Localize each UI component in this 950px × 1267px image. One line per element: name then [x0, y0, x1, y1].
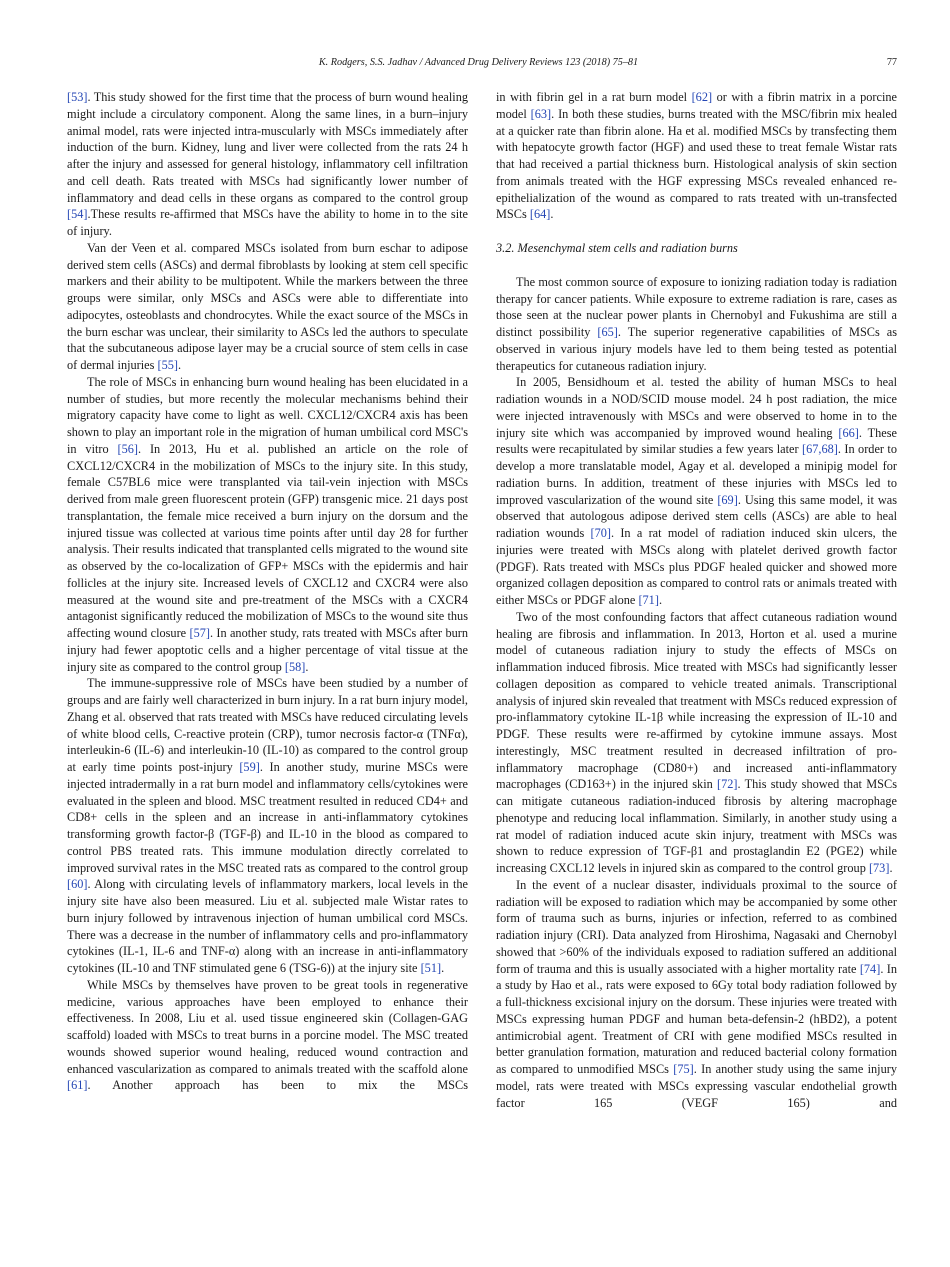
citation-link[interactable]: [54] [67, 207, 88, 222]
citation-link[interactable]: [74] [859, 961, 881, 976]
paragraph [496, 374, 897, 609]
right-intro-paragraphs [496, 89, 897, 223]
body-text: . [658, 593, 663, 607]
body-text: . This study showed for the first time that the process of burn wound healing might include a circulatory component. Along the same lines, in a burn–injury animal model, rats were injected intra-muscularly with MSCs immediately after induction of the burn. Kidney, lung and liver were collected from the rats 24 h after the injury and assessed for general histology, inflammatory cell infiltration and cell death. Rats treated with MSCs had significantly lower number of inflammatory and dead cells in these organs as compared to the control group [67, 90, 468, 205]
citation-link[interactable]: [72] [717, 777, 738, 792]
citation-link[interactable]: [60] [67, 877, 88, 892]
body-text: . [550, 207, 554, 222]
paragraph [496, 609, 897, 877]
citation-link[interactable]: [63] [530, 106, 552, 121]
running-head [60, 57, 897, 73]
body-text: . In a study by Hao et al., rats were exposed to 6Gy total body radiation followed by a full-thickness excisional injury on the dorsum. These injuries were treated with MSCs expressing human PDGF and human beta-defensin-2 (hBD2), a potent antimicrobial agent. Treatment of CRI with gene modified MSCs resulted in better granulation formation, maturation and reduced bacterial colony formation as compared to unmodified MSCs [496, 961, 897, 1076]
citation-link[interactable]: [73] [868, 861, 890, 875]
citation-link[interactable]: [57] [189, 626, 210, 640]
body-text: In 2005, Bensidhoum et al. tested the ability of human MSCs to heal radiation wounds in a NOD/SCID mouse model. 24 h post radiation, the mice were injected intravenously with MSCs and were observed to home in to the injury site which was accompanied by improved wound healing [496, 375, 897, 440]
body-text: . Using this same model, it was observed that autologous adipose derived stem cells (ASCs) are able to heal radiation wounds [496, 492, 897, 540]
citation-link[interactable]: [59] [239, 760, 260, 774]
citation-link[interactable]: [58] [284, 659, 306, 674]
citation-link[interactable]: [75] [673, 1062, 694, 1076]
paragraph [67, 374, 468, 676]
body-text: In the event of a nuclear disaster, individuals proximal to the source of radiation will be exposed to radiation which may be accompanied by some other form of trauma such as burns, injuries or infection, referred to as combined radiation injury (CRI). Data analyzed from Hiroshima, Nagasaki and Chernobyl showed that >60% of the individuals exposed to radiation suffered an additional form of trauma and this is usually associated with a higher mortality rate [496, 877, 897, 976]
body-text: in with fibrin gel in a rat burn model [496, 90, 692, 104]
body-text: .These results re-affirmed that MSCs have the ability to home in to the site of injury. [67, 207, 468, 238]
left-paragraphs [67, 89, 468, 1094]
body-text: . [178, 358, 182, 372]
left-column [67, 89, 468, 1094]
body-text: . [305, 659, 309, 674]
body-text: . In a rat model of radiation induced skin ulcers, the injuries were treated with MSCs along with platelet derived growth factor (PDGF). Rats treated with MSCs plus PDGF healed quicker and showed more organized collagen deposition as compared to control rats or animals treated with either MSCs or PDGF alone [496, 526, 897, 607]
body-text: . [889, 861, 893, 875]
body-text: Van der Veen et al. compared MSCs isolated from burn eschar to adipose derived stem cells (ASCs) and dermal fibroblasts by looking at stem cell specific markers and their ability to be multipotent. While the markers between the three groups were similar, only MSCs and ASCs were able to differentiate into adipocytes, osteoblasts and chondrocytes. While the exact source of the MSCs in the burn eschar was unclear, their similarity to ASCs led the authors to speculate that the subcutaneous adipose layer may be a crucial source of stem cells in case of dermal injuries [67, 240, 468, 372]
citation-link[interactable]: [66] [838, 425, 859, 440]
body-text: . In another study, rats treated with MSCs after burn injury had fewer apoptotic cells and a higher percentage of vital tissue at the injury site as compared to the control group [67, 626, 468, 674]
paragraph [67, 240, 468, 374]
citation-link[interactable]: [67,68] [802, 442, 838, 457]
right-paragraphs [496, 274, 897, 1112]
page-number: 77 [886, 57, 897, 68]
body-text: . In another study using the same injury model, rats were treated with MSCs expressing vascular endothelial growth factor 165 (VEGF 165) and [496, 1062, 897, 1110]
body-text: . In order to develop a more translatable model, Agay et al. developed a minipig model for radiation burns. In addition, treatment of these injuries with MSCs led to improved vascularization of the wound site [496, 442, 897, 507]
paragraph [496, 274, 897, 375]
citation-link[interactable]: [64] [529, 207, 551, 222]
body-text: The most common source of exposure to ionizing radiation today is radiation therapy for cancer patients. While exposure to extreme radiation is rare, cases as those seen at the nuclear power plants in Chernobyl and Fukushima are still a distinct possibility [496, 274, 897, 339]
body-text: . These results were recapitulated by similar studies a few years later [496, 425, 897, 457]
body-text: Two of the most confounding factors that affect cutaneous radiation wound healing are fibrosis and inflammation. In 2013, Horton et al. used a murine model of cutaneous radiation injury to study the effects of MSCs on inflammation induced fibrosis. Mice treated with MSCs had significantly lesser collagen deposition as compared to vehicle treated animals. Transcriptional analysis of injured skin revealed that treatment with MSCs reduced expression of pro-inflammatory cytokine IL-1β while increasing the expression of IL-10 and PDGF. These results were re-affirmed by cytokine immune assays. Most interestingly, MSC treatment resulted in decreased infiltration of pro-inflammatory macrophage (CD80+) and increased anti-inflammatory macrophages (CD163+) in the injured skin [496, 609, 897, 792]
paragraph [496, 877, 897, 1112]
citation-link[interactable]: [62] [691, 90, 713, 104]
body-text: . In 2013, Hu et al. published an article on the role of CXCL12/CXCR4 in the mobilization of MSCs to the injury site. In this study, female C57BL6 mice were transplanted via tail-vein injection with MSCs derived from male green fluorescent protein (GFP) transgenic mice. 21 days post transplantation, the female mice received a burn injury on the dorsum and the injured tissue was collected at various time points after until day 28 for further analysis. Their results indicated that transplanted cells migrated to the wound site as observed by the co-localization of GFP+ MSCs with the epidermis and hair follicles at the injury site. Increased levels of CXCL12 and CXCR4 were also measured at the wound site and pre-treatment of the MSCs with a CXCR4 antagonist significantly reduced the mobilization of MSCs to the wound site thus affecting wound closure [67, 441, 468, 640]
citation-link[interactable]: [53] [67, 90, 88, 104]
body-text: . [441, 961, 445, 975]
citation-link[interactable]: [65] [597, 325, 618, 339]
citation-link[interactable]: [70] [590, 526, 611, 540]
body-text: While MSCs by themselves have proven to be great tools in regenerative medicine, various approaches have been employed to enhance their effectiveness. In 2008, Liu et al. used tissue engineered skin (Collagen-GAG scaffold) loaded with MSCs to treat burns in a porcine model. The MSC treated wounds showed superior wound healing, reduced wound contraction and enhanced vascularization as compared to animals treated with the scaffold alone [67, 977, 468, 1076]
body-text: The role of MSCs in enhancing burn wound healing has been elucidated in a number of studies, but more recently the molecular mechanisms behind their migratory capacity have come to light as well. CXCL12/CXCR4 axis has been shown to play an important role in the migration of human umbilical cord MSC's in vitro [67, 374, 468, 456]
citation-link[interactable]: [61] [67, 1078, 88, 1093]
body-text: . Another approach has been to mix the MSCs [87, 1078, 468, 1093]
citation-link[interactable]: [69] [717, 492, 738, 507]
body-text: . In both these studies, burns treated with the MSC/fibrin mix healed at a quicker rate than fibrin alone. Ha et al. modified MSCs by transfecting them with hepatocyte growth factor (HGF) and used these to treat female Wistar rats that had received a partial thickness burn. Histological analysis of skin section from animals treated with the HGF expressing MSCs revealed enhanced re-epithelialization of the wound as compared to rats treated with un-transfected MSCs [496, 106, 898, 222]
paragraph [496, 89, 897, 223]
paragraph [67, 675, 468, 977]
body-text: . Along with circulating levels of inflammatory markers, local levels in the injury site have also been measured. Liu et al. subjected male Wistar rates to burn injury followed by intravenous injection of human umbilical cord MSCs. There was a decrease in the number of inflammatory cells and pro-inflammatory cytokines (IL-1, IL-6 and TNF-α) along with an increase in anti-inflammatory cytokines (IL-10 and TNF stimulated gene 6 (TSG-6)) at the injury site [67, 877, 468, 975]
right-column [496, 89, 897, 1111]
journal-citation: K. Rodgers, S.S. Jadhav / Advanced Drug Delivery Reviews 123 (2018) 75–81 [318, 57, 639, 68]
citation-link[interactable]: [55] [157, 358, 178, 372]
citation-link[interactable]: [56] [117, 441, 139, 456]
body-text: . In another study, murine MSCs were injected intradermally in a rat burn model and inflammatory cells/cytokines were evaluated in the spleen and blood. MSC treatment resulted in reduced CD4+ and CD8+ cells in the spleen and an increase in anti-inflammatory cytokines transforming growth factor-β (TGF-β) and IL-10 in the blood as compared to control PBS treated rats. This immune modulation directly correlated to improved survival rates in the MSC treated rats as compared to the control group [67, 760, 468, 875]
body-text: . This study showed that MSCs can mitigate cutaneous radiation-induced fibrosis by altering macrophage phenotype and reducing local inflammation. Similarly, in another study using a rat model of radiation induced acute skin injury, treatment with MSCs was shown to reduce expression of TGF-β1 and prostaglandin E2 (PGE2) while increasing CXCL12 levels in injured skin as compared to the control group [496, 777, 897, 875]
citation-link[interactable]: [51] [420, 961, 442, 975]
section-heading: 3.2. Mesenchymal stem cells and radiation burns [496, 241, 738, 255]
paragraph [67, 977, 468, 1094]
body-text: . The superior regenerative capabilities of MSCs as observed in various injury models have led to them being tested as potential therapeutics for cutaneous radiation injury. [496, 325, 897, 373]
paragraph [67, 89, 468, 240]
citation-link[interactable]: [71] [638, 593, 659, 607]
body-text: or with a fibrin matrix in a porcine model [496, 90, 897, 121]
body-text: The immune-suppressive role of MSCs have been studied by a number of groups and are fairly well characterized in burn injury. In a rat burn injury model, Zhang et al. observed that rats treated with MSCs have reduced circulating levels of white blood cells, C-reactive protein (CRP), tumor necrosis factor-α (TNFα), interleukin-6 (IL-6) and interleukin-10 (IL-10) as compared to the control group at early time points post-injury [67, 676, 468, 774]
